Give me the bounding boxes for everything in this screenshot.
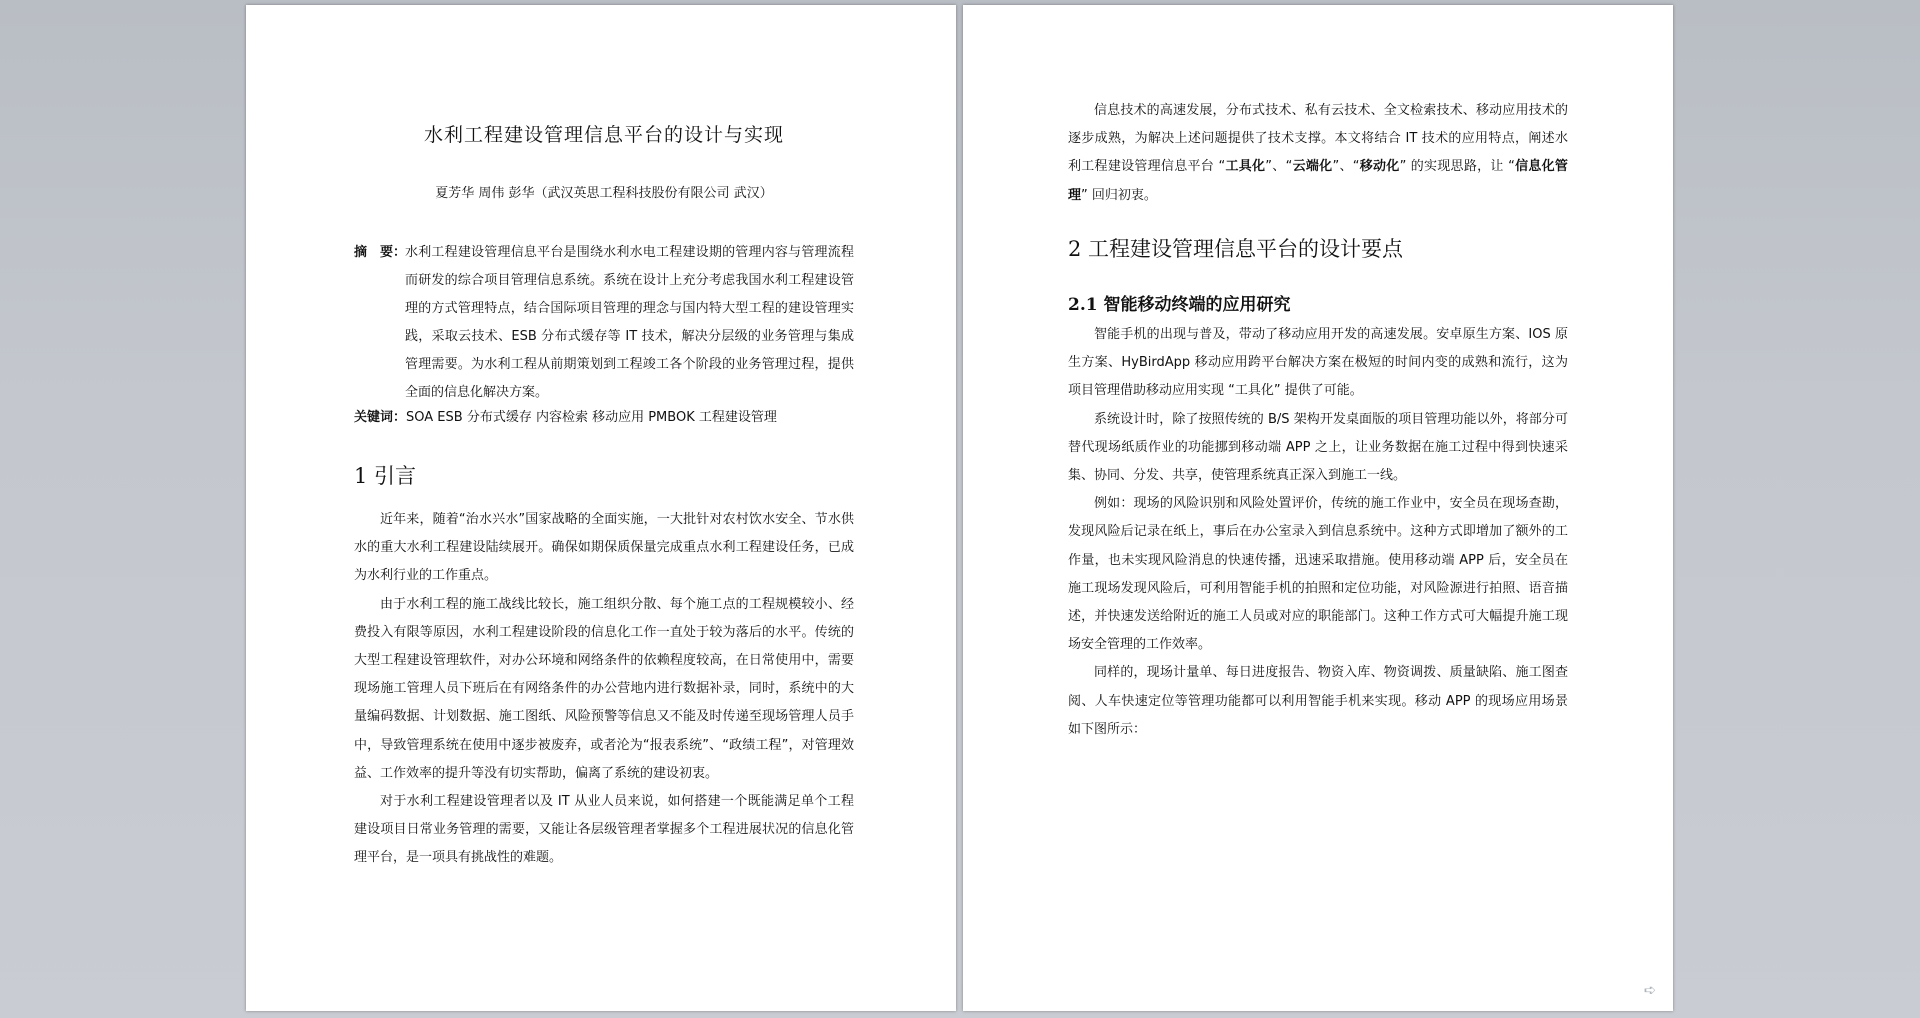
- keywords-text: SOA ESB 分布式缓存 内容检索 移动应用 PMBOK 工程建设管理: [406, 410, 777, 425]
- paragraph: 近年来，随着“治水兴水”国家战略的全面实施，一大批针对农村饮水安全、节水供水的重大水利工程建设陆续展开。确保如期保质保量完成重点水利工程建设任务，已成为水利行业的工作重点。: [354, 512, 854, 584]
- next-page-arrow-icon[interactable]: ➪: [1643, 981, 1657, 999]
- abstract-label: 摘 要：: [354, 245, 407, 260]
- abstract-text: 水利工程建设管理信息平台是围绕水利水电工程建设期的管理内容与管理流程而研发的综合项目管理信息系统。系统在设计上充分考虑我国水利工程建设管理的方式管理特点，结合国际项目管理的理念与国内特大型工程的建设管理实践，采取云技术、ESB 分布式缓存等 IT 技术，解决分层级的业务管理与集成管理需要。为水利工程从前期策划到工程竣工各个阶段的业务管理过程，提供全面的信息化解决方案。: [405, 245, 854, 400]
- paragraph: 智能手机的出现与普及，带动了移动应用开发的高速发展。安卓原生方案、IOS 原生方案、HyBirdApp 移动应用跨平台解决方案在极短的时间内变的成熟和流行，这为项目管理借助移动应用实现 “工具化” 提供了可能。: [1068, 327, 1568, 399]
- document-authors: 夏芳华 周伟 彭华（武汉英思工程科技股份有限公司 武汉）: [435, 186, 773, 201]
- paragraph: 由于水利工程的施工战线比较长，施工组织分散、每个施工点的工程规模较小、经费投入有限等原因，水利工程建设阶段的信息化工作一直处于较为落后的水平。传统的大型工程建设管理软件，对办公环境和网络条件的依赖程度较高，在日常使用中，需要现场施工管理人员下班后在有网络条件的办公营地内进行数据补录，同时，系统中的大量编码数据、计划数据、施工图纸、风险预警等信息又不能及时传递至现场管理人员手中，导致管理系统在使用中逐步被废弃，或者沦为“报表系统”、“政绩工程”，对管理效益、工作效率的提升等没有切实帮助，偏离了系统的建设初衷。: [354, 596, 854, 781]
- document-title: 水利工程建设管理信息平台的设计与实现: [423, 124, 784, 146]
- keywords: [354, 406, 854, 425]
- abstract: [354, 239, 854, 407]
- section-2-heading: 2 工程建设管理信息平台的设计要点: [1068, 237, 1404, 261]
- intro-paragraph: 信息技术的高速发展，分布式技术、私有云技术、全文检索技术、移动应用技术的逐步成熟，为解决上述问题提供了技术支撑。本文将结合 IT 技术的应用特点，阐述水利工程建设管理信息平台 “工具化”、“云端化”、“移动化” 的实现思路，让 “信息化管理” 回归初衷。: [1068, 103, 1568, 203]
- document-page-right: [963, 5, 1673, 1011]
- paragraph: 例如：现场的风险识别和风险处置评价，传统的施工作业中，安全员在现场查勘，发现风险后记录在纸上，事后在办公室录入到信息系统中。这种方式即增加了额外的工作量，也未实现风险消息的快速传播，迅速采取措施。使用移动端 APP 后，安全员在施工现场发现风险后，可利用智能手机的拍照和定位功能，对风险源进行拍照、语音描述，并快速发送给附近的施工人员或对应的职能部门。这种工作方式可大幅提升施工现场安全管理的工作效率。: [1068, 496, 1568, 653]
- section-1-heading: 1 引言: [354, 464, 417, 488]
- paragraph: 同样的，现场计量单、每日进度报告、物资入库、物资调拨、质量缺陷、施工图查阅、人车快速定位等管理功能都可以利用智能手机来实现。移动 APP 的现场应用场景如下图所示：: [1068, 665, 1568, 737]
- paragraph: 对于水利工程建设管理者以及 IT 从业人员来说，如何搭建一个既能满足单个工程建设项目日常业务管理的需要，又能让各层级管理者掌握多个工程进展状况的信息化管理平台，是一项具有挑战性的难题。: [354, 794, 854, 866]
- section-1-body: [354, 506, 854, 873]
- section-2-1-heading: 2.1 智能移动终端的应用研究: [1068, 295, 1291, 315]
- intro-paragraph-block: [1068, 97, 1568, 210]
- document-page-left: [246, 5, 956, 1011]
- section-2-1-body: [1068, 321, 1568, 744]
- paragraph: 系统设计时，除了按照传统的 B/S 架构开发桌面版的项目管理功能以外，将部分可替代现场纸质作业的功能挪到移动端 APP 之上，让业务数据在施工过程中得到快速采集、协同、分发、共享，使管理系统真正深入到施工一线。: [1068, 411, 1568, 484]
- keywords-label: 关键词：: [354, 410, 407, 425]
